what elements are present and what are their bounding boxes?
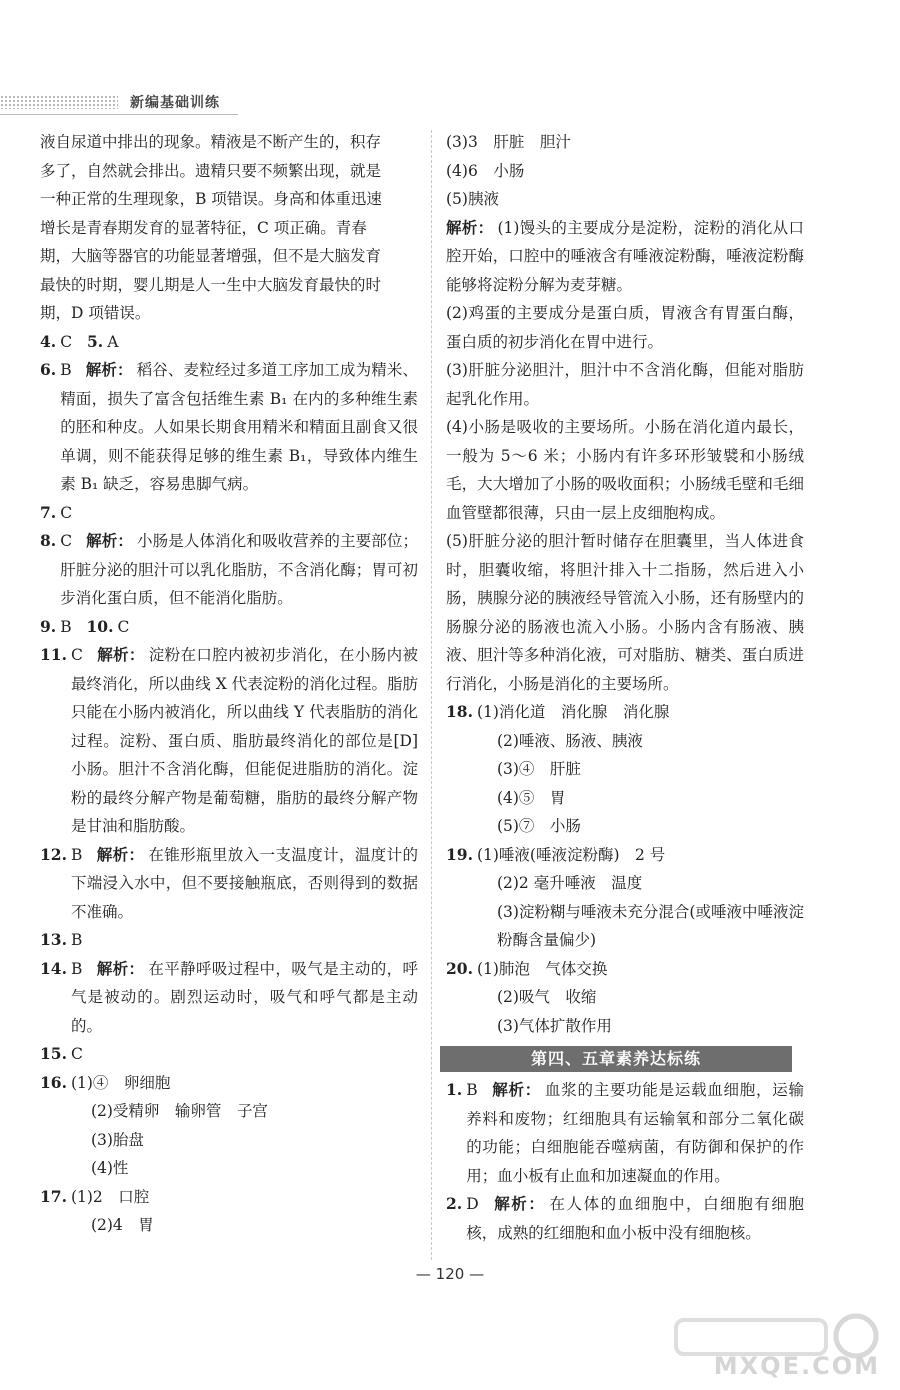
question-19 (446, 841, 804, 955)
sub-answers (477, 955, 612, 1041)
sub-answer: (1)④ 卵细胞 (70, 1073, 171, 1092)
question-15 (40, 1040, 418, 1069)
question-8 (40, 527, 418, 613)
sub-answer: (3)胎盘 (90, 1130, 144, 1149)
right-column (446, 128, 804, 1247)
question-number: 13. (40, 930, 67, 949)
sub-answer: (2)受精卵 输卵管 子宫 (90, 1102, 268, 1120)
sub-answer: (5)⑦ 小肠 (496, 817, 581, 835)
analysis-label: 解析： (96, 958, 145, 978)
question-number: 20. (446, 958, 473, 978)
question-6 (40, 356, 418, 499)
sub-answers (71, 1183, 154, 1240)
question-number: 15. (40, 1044, 67, 1063)
analysis-text: 小肠是人体消化和吸收营养的主要部位；肝脏分泌的胆汁可以乳化脂肪，不含消化酶；胃可初步消化蛋白质，但不能消化脂肪。 (60, 532, 418, 607)
analysis-label: 解析： (446, 217, 494, 237)
question-body (466, 1190, 804, 1247)
analysis-text: 在平静呼吸过程中，吸气是主动的，呼气是被动的。剧烈运动时，吸气和呼气都是主动的。 (70, 959, 418, 1035)
answer: B (70, 959, 83, 978)
answer: B (60, 617, 72, 636)
sub-answer: (5)胰液 (446, 190, 499, 208)
analysis-paragraph: (2)鸡蛋的主要成分是蛋白质，胃液含有胃蛋白酶，蛋白质的初步消化在胃中进行。 (446, 304, 804, 351)
sub-answer: (4)6 小肠 (446, 161, 525, 180)
analysis-label: 解析： (96, 645, 145, 664)
column-divider (431, 130, 432, 1260)
question-18 (446, 698, 804, 841)
analysis-label: 解析： (86, 531, 134, 550)
question-number: 1. (446, 1080, 463, 1099)
sub-answer: (2)吸气 收缩 (496, 988, 597, 1006)
sub-answer: (2)唾液、肠液、胰液 (496, 731, 643, 750)
question-number: 7. (40, 502, 57, 522)
question-number: 16. (40, 1072, 67, 1092)
sub-answer: (1)2 口腔 (70, 1187, 150, 1206)
answer: C (117, 617, 130, 636)
answer: C (70, 1045, 83, 1063)
sub-answer: (4)⑤ 胃 (496, 788, 566, 807)
answer: A (107, 332, 119, 351)
intro-line: 期，D 项错误。 (40, 304, 151, 322)
question-body (71, 641, 418, 841)
sub-answers (477, 698, 669, 841)
answer: C (60, 503, 73, 522)
sub-answer: (1)唾液(唾液淀粉酶) 2 号 (476, 845, 666, 864)
question-number: 19. (446, 844, 473, 864)
sub-answer: (3)3 肝脏 胆汁 (446, 133, 571, 151)
intro-line: 期，大脑等器官的功能显著增强，但不是大脑发育 (40, 247, 382, 265)
analysis-paragraph: (5)肝脏分泌的胆汁暂时储存在胆囊里，当人体进食时，胆囊收缩，将胆汁排入十二指肠，然后进入小肠，胰腺分泌的胰液经导管流入小肠，还有肠壁内的肠腺分泌的肠液也流入小肠。小肠内含有肠液、胰液、胆汁等多种消化液，可对脂肪、糖类、蛋白质进行消化，小肠是消化的主要场所。 (446, 532, 804, 693)
question-number: 18. (446, 702, 473, 721)
analysis-label: 解析： (96, 844, 145, 864)
section-question-2 (446, 1190, 804, 1247)
page-number-value: 120 (435, 1265, 465, 1283)
answer: B (70, 931, 83, 949)
sub-answer: (3)④ 肝脏 (496, 760, 581, 778)
question-body (71, 955, 418, 1041)
question-number: 9. (40, 616, 57, 636)
question-body (466, 1076, 804, 1190)
answer-row-4-5 (40, 328, 418, 357)
analysis-paragraph: (4)小肠是吸收的主要场所。小肠在消化道内最长，一般为 5～6 米；小肠内有许多环形皱襞和小肠绒毛，大大增加了小肠的吸收面积；小肠绒毛壁和毛细血管壁都很薄，只由一层上皮细胞构成。 (446, 418, 804, 522)
sub-answer: (3)淀粉糊与唾液未充分混合(或唾液中唾液淀粉酶含量偏少) (496, 902, 804, 949)
analysis-text: (1)馒头的主要成分是淀粉，淀粉的消化从口腔开始，口腔中的唾液含有唾液淀粉酶，唾液淀粉酶能够将淀粉分解为麦芽糖。 (446, 218, 804, 294)
intro-line: 液自尿道中排出的现象。精液是不断产生的，积存 (40, 133, 382, 151)
question-13 (40, 926, 418, 955)
running-header (0, 92, 238, 112)
watermark-text: MXQE.COM (713, 1352, 880, 1380)
answer: C (60, 332, 73, 351)
intro-line: 一种正常的生理现象，B 项错误。身高和体重迅速 (40, 190, 382, 208)
sub-answer: (1)消化道 消化腺 消化腺 (476, 703, 670, 721)
analysis-paragraph (446, 214, 804, 300)
question-number: 10. (86, 616, 114, 636)
intro-line: 最快的时期，婴儿期是人一生中大脑发育最快的时 (40, 275, 382, 294)
question-number: 8. (40, 531, 57, 550)
sub-answer: (4)性 (90, 1159, 129, 1177)
question-number: 14. (40, 958, 67, 978)
analysis-text: 在锥形瓶里放入一支温度计，温度计的下端浸入水中，但不要接触瓶底，否则得到的数据不准确。 (70, 845, 418, 921)
question-7 (40, 499, 418, 528)
question-16 (40, 1069, 418, 1183)
sub-answer: (2)4 胃 (90, 1216, 154, 1234)
answer: C (70, 646, 83, 664)
answer: D (466, 1195, 479, 1213)
analysis-label: 解析： (85, 360, 133, 379)
analysis-text: 稻谷、麦粒经过多道工序加工成为精米、精面，损失了富含包括维生素 B₁ 在内的多种维生素的胚和种皮。人如果长期食用精米和精面且副食又很单调，则不能获得足够的维生素 B₁，导致体内维生素 B₁ 缺乏，容易患脚气病。 (60, 361, 418, 493)
question-14 (40, 955, 418, 1041)
analysis-paragraph: (3)肝脏分泌胆汁，胆汁中不含消化酶，但能对脂肪起乳化作用。 (446, 361, 804, 408)
left-column (40, 128, 418, 1240)
sub-answer: (2)2 毫升唾液 温度 (496, 874, 643, 892)
header-title: 新编基础训练 (130, 95, 220, 111)
sub-answers (71, 1069, 268, 1183)
answer-row-9-10 (40, 613, 418, 642)
header-rule (0, 114, 238, 115)
intro-line: 增长是青春期发育的显著特征，C 项正确。青春 (40, 218, 367, 237)
question-20 (446, 955, 804, 1041)
analysis-label: 解析： (492, 1194, 546, 1213)
answer: B (466, 1081, 478, 1099)
question-11 (40, 641, 418, 841)
question-body (60, 527, 418, 613)
answer: C (60, 532, 73, 550)
question-12 (40, 841, 418, 927)
page-number: — 120 — (415, 1265, 485, 1283)
analysis-text: 淀粉在口腔内被初步消化，在小肠内被最终消化，所以曲线 X 代表淀粉的消化过程。脂肪只能在小肠内被消化，所以曲线 Y 代表脂肪的消化过程。淀粉、蛋白质、脂肪最终消化的部位是[D]小肠。胆汁不含消化酶，但能促进脂肪的消化。淀粉的最终分解产物是葡萄糖，脂肪的最终分解产物是甘油和脂肪酸。 (70, 646, 418, 835)
intro-line: 多了，自然就会排出。遗精只要不频繁出现，就是 (40, 161, 382, 180)
question-number: 2. (446, 1194, 463, 1213)
answer: B (70, 845, 83, 864)
question-number: 11. (40, 645, 67, 664)
header-dot-pattern (0, 95, 118, 109)
answer: B (60, 361, 72, 379)
section-title-bar: 第四、五章素养达标练 (440, 1046, 792, 1072)
analysis-text: 在人体的血细胞中，白细胞有细胞核，成熟的红细胞和血小板中没有细胞核。 (466, 1195, 804, 1242)
sub-answer: (1)肺泡 气体交换 (476, 959, 608, 978)
question-body (71, 841, 418, 927)
question-number: 6. (40, 360, 57, 379)
sub-answers (477, 841, 804, 955)
analysis-text: 血浆的主要功能是运载血细胞，运输养料和废物；红细胞具有运输氧和部分二氧化碳的功能；白细胞能吞噬病菌，有防御和保护的作用；血小板有止血和加速凝血的作用。 (466, 1081, 804, 1185)
question-17 (40, 1183, 418, 1240)
question-number: 12. (40, 844, 67, 864)
sub-answer: (3)气体扩散作用 (496, 1016, 612, 1035)
question-body (60, 356, 418, 499)
section-question-1 (446, 1076, 804, 1190)
analysis-label: 解析： (491, 1080, 542, 1099)
question-number: 4. (40, 331, 57, 351)
question-number: 17. (40, 1186, 67, 1206)
question-number: 5. (87, 331, 104, 351)
